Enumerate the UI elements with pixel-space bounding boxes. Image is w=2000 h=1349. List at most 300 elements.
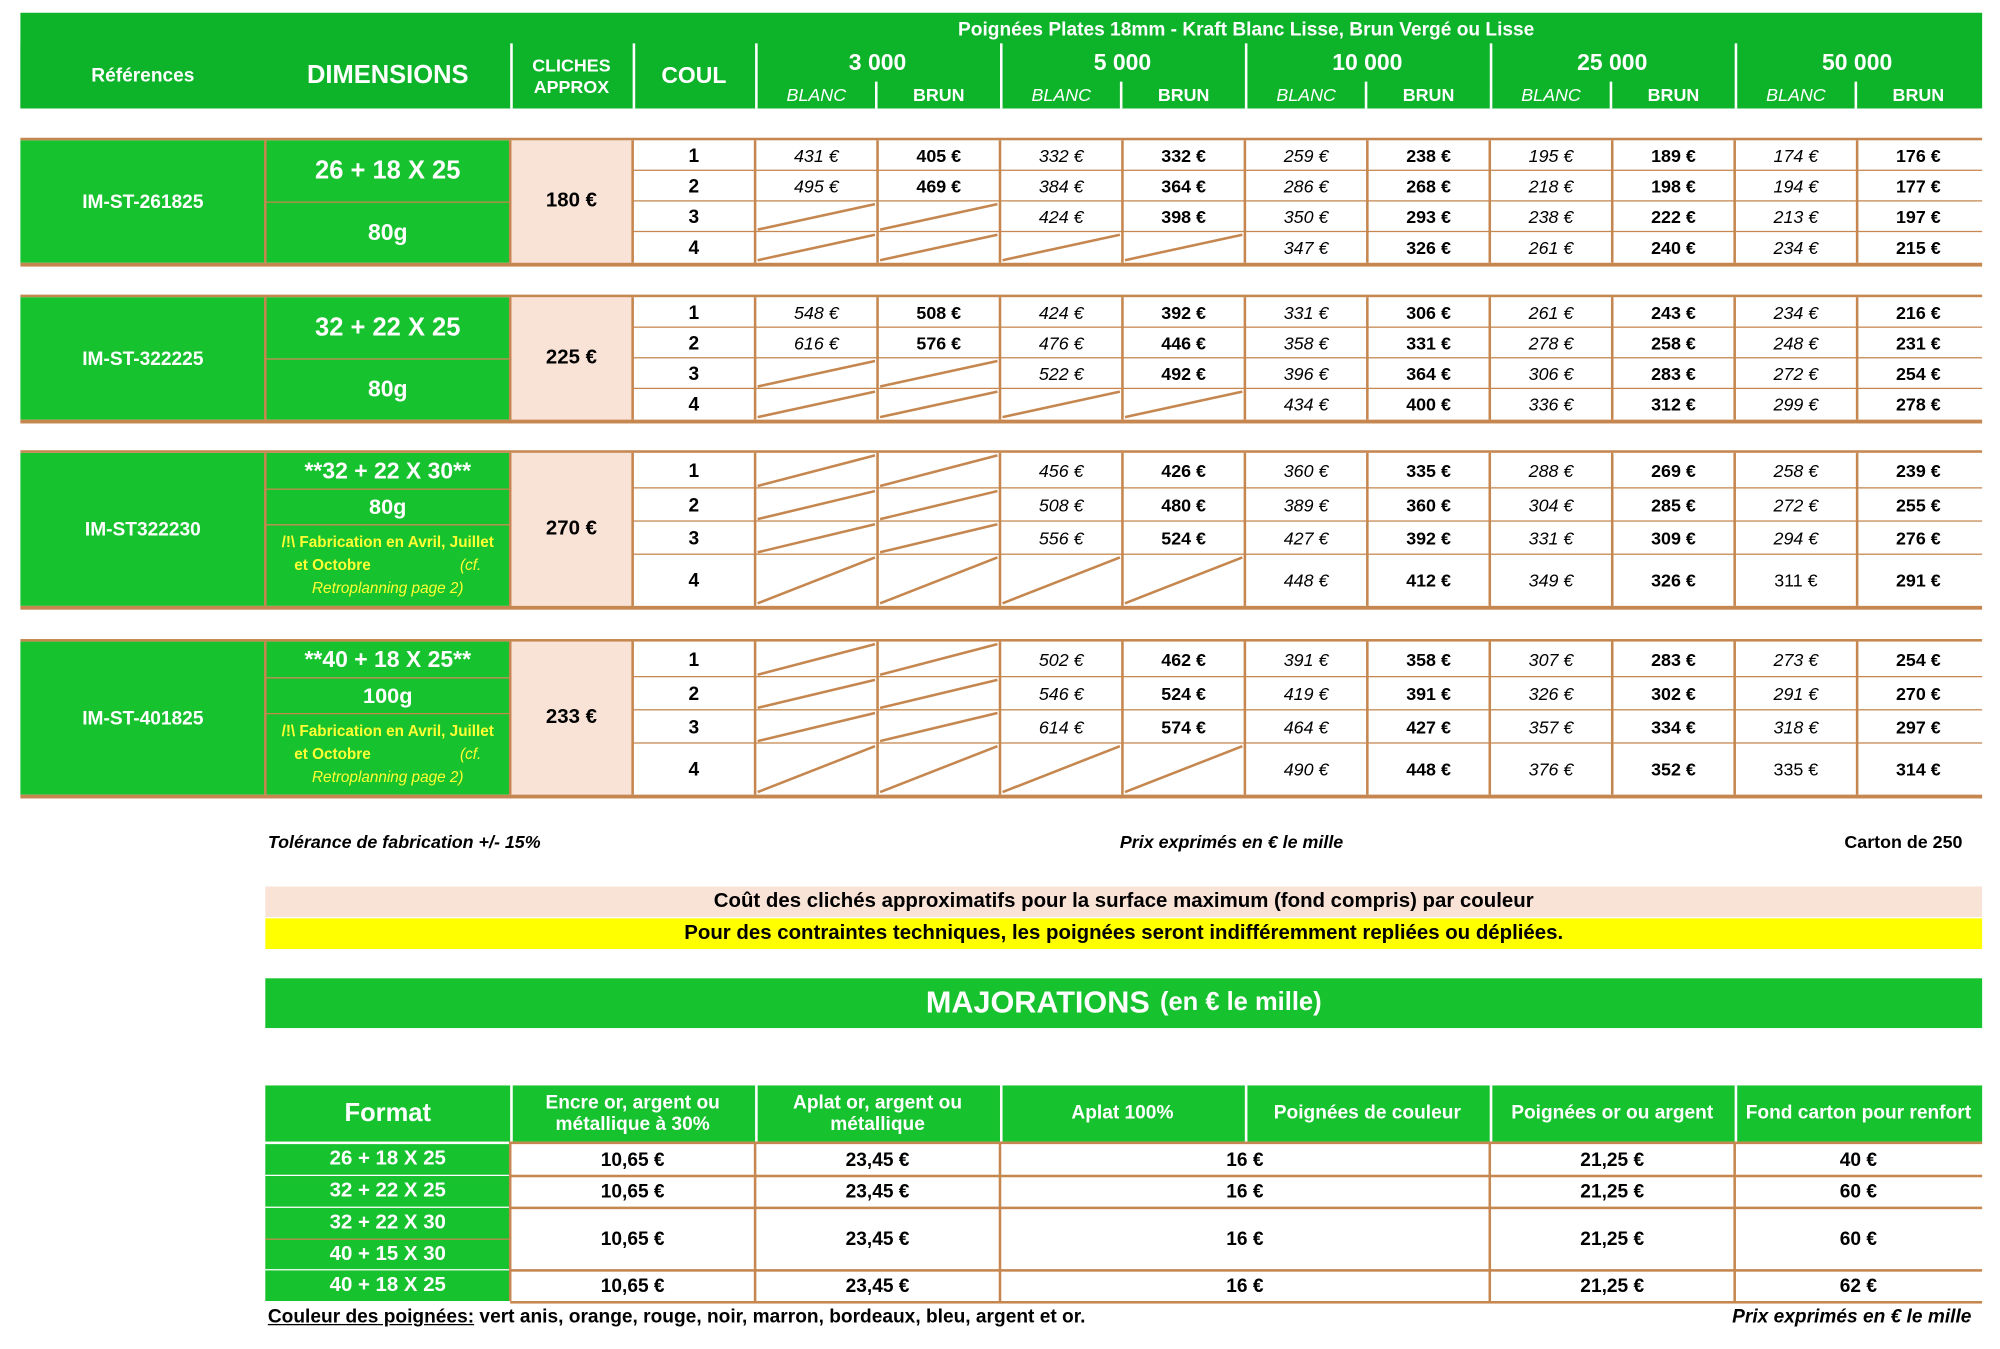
col-divider [1856, 453, 1859, 606]
price-cell: 254 € [1895, 649, 1941, 670]
footer-couleur-label: Couleur des poignées: [267, 1306, 475, 1328]
footer-prix: Prix exprimés en € le mille [1732, 1306, 1972, 1328]
coul-cell: 3 [688, 716, 700, 738]
coul-cell: 3 [688, 205, 700, 228]
maj-header-5: Poignées or ou argent [1490, 1085, 1735, 1141]
price-cell: 288 € [1528, 460, 1574, 481]
price-cell: 213 € [1773, 206, 1819, 228]
price-cell: 285 € [1651, 494, 1696, 516]
price-cell: 270 € [1895, 683, 1941, 705]
empty-slash [1122, 389, 1244, 420]
col-divider [999, 140, 1002, 262]
product-ref: IM-ST-401825 [20, 642, 265, 795]
warning-line3: Retroplanning page 2) [311, 579, 464, 597]
product-cliche: 180 € [510, 140, 632, 262]
coul-cell: 2 [688, 332, 700, 354]
empty-slash [878, 744, 1000, 795]
price-cell: 349 € [1528, 570, 1574, 591]
price-cell: 334 € [1651, 716, 1696, 738]
empty-slash [755, 710, 877, 743]
price-cell: 231 € [1895, 332, 1941, 354]
price-cell: 360 € [1406, 494, 1451, 516]
col-divider [1856, 297, 1859, 419]
header-blanc-3: BLANC [1490, 82, 1612, 109]
product-cliche: 270 € [510, 453, 632, 606]
price-cell: 405 € [916, 145, 962, 166]
maj-header-divider [755, 1085, 758, 1141]
maj-mid: 16 € [1226, 1180, 1264, 1203]
empty-slash [1000, 744, 1122, 795]
empty-slash [1000, 555, 1122, 606]
coul-cell: 2 [688, 494, 700, 516]
warning-line2a: et Octobre [294, 744, 371, 763]
maj-mid: 16 € [1226, 1148, 1264, 1171]
header-divider [1365, 82, 1368, 109]
price-cell: 502 € [1038, 649, 1084, 670]
price-cell: 278 € [1895, 394, 1941, 415]
maj-format: 32 + 22 X 25 [265, 1176, 510, 1207]
col-divider [876, 642, 879, 795]
price-cell: 240 € [1651, 237, 1696, 258]
price-cell: 426 € [1161, 460, 1207, 481]
col-divider [754, 297, 757, 419]
price-cell: 616 € [793, 332, 839, 354]
col-divider [1611, 453, 1614, 606]
price-cell: 198 € [1651, 176, 1696, 197]
price-cell: 272 € [1773, 494, 1819, 516]
maj-or: 21,25 € [1580, 1274, 1645, 1297]
empty-slash [755, 389, 877, 420]
maj-aplat: 23,45 € [845, 1227, 910, 1250]
product-cliche: 233 € [510, 642, 632, 795]
empty-slash [755, 555, 877, 606]
prix-note: Prix exprimés en € le mille [1119, 831, 1344, 853]
warning-line2b: (cf. [460, 556, 482, 574]
price-cell: 174 € [1773, 145, 1819, 166]
empty-slash [755, 677, 877, 710]
price-cell: 302 € [1651, 683, 1696, 705]
majorations-title: MAJORATIONS [925, 985, 1150, 1020]
header-divider [1490, 43, 1493, 108]
product-dimension: **40 + 18 X 25** [265, 642, 510, 678]
col-divider [1121, 297, 1124, 419]
price-cell: 492 € [1161, 363, 1207, 384]
price-cell: 392 € [1406, 528, 1451, 549]
maj-or: 21,25 € [1580, 1180, 1645, 1203]
price-cell: 358 € [1283, 332, 1329, 354]
maj-header-divider [510, 1085, 513, 1141]
price-cell: 273 € [1773, 649, 1819, 670]
header-brun-4: BRUN [1857, 82, 1979, 109]
price-cell: 309 € [1651, 528, 1696, 549]
price-cell: 556 € [1038, 528, 1084, 549]
price-cell: 314 € [1895, 758, 1941, 780]
price-cell: 358 € [1406, 649, 1451, 670]
price-cell: 297 € [1895, 716, 1941, 738]
price-cell: 448 € [1406, 758, 1451, 780]
maj-header-4: Poignées de couleur [1245, 1085, 1490, 1141]
price-cell: 389 € [1283, 494, 1329, 516]
empty-slash [878, 202, 1000, 233]
header-qty-3: 25 000 [1490, 43, 1735, 81]
price-cell: 446 € [1161, 332, 1207, 354]
price-cell: 286 € [1283, 176, 1329, 197]
col-divider [1244, 642, 1247, 795]
price-cell: 261 € [1528, 302, 1574, 323]
price-cell: 332 € [1038, 145, 1084, 166]
price-cell: 350 € [1283, 206, 1329, 228]
price-cell: 307 € [1528, 649, 1574, 670]
price-cell: 176 € [1895, 145, 1941, 166]
col-divider [631, 453, 634, 606]
price-cell: 508 € [916, 302, 962, 323]
col-divider [631, 297, 634, 419]
price-cell: 194 € [1773, 176, 1819, 197]
price-cell: 254 € [1895, 363, 1941, 384]
header-brun-0: BRUN [878, 82, 1000, 109]
empty-slash [878, 232, 1000, 263]
price-cell: 326 € [1651, 570, 1696, 591]
price-cell: 238 € [1528, 206, 1574, 228]
empty-slash [755, 202, 877, 233]
col-divider [1244, 140, 1247, 262]
product-ref: IM-ST-261825 [20, 140, 265, 262]
price-cell: 398 € [1161, 206, 1207, 228]
price-cell: 197 € [1895, 206, 1941, 228]
warning-line2b: (cf. [460, 744, 482, 763]
price-cell: 326 € [1406, 237, 1451, 258]
price-cell: 364 € [1406, 363, 1451, 384]
empty-slash [1122, 555, 1244, 606]
product-dimension: **32 + 22 X 30** [265, 453, 510, 489]
product-weight: 80g [265, 202, 510, 263]
price-cell: 318 € [1773, 716, 1819, 738]
col-divider [1121, 140, 1124, 262]
footer-couleur [268, 1306, 1086, 1328]
price-cell: 360 € [1283, 460, 1329, 481]
col-divider [1366, 297, 1369, 419]
coul-cell: 1 [688, 144, 700, 167]
price-cell: 326 € [1528, 683, 1574, 705]
coul-cell: 3 [688, 362, 700, 385]
maj-col-divider [1489, 1142, 1492, 1301]
price-cell: 335 € [1406, 460, 1451, 481]
col-divider [754, 453, 757, 606]
col-divider [1733, 453, 1736, 606]
block-bottom-border [20, 606, 1982, 610]
product-ref: IM-ST322230 [20, 453, 265, 606]
price-cell: 392 € [1161, 302, 1207, 323]
col-divider [876, 453, 879, 606]
price-cell: 424 € [1038, 302, 1084, 323]
maj-header-divider [1000, 1085, 1003, 1141]
col-divider [631, 140, 634, 262]
col-divider [1856, 140, 1859, 262]
empty-slash [755, 489, 877, 522]
product-cliche: 225 € [510, 297, 632, 419]
col-divider [754, 642, 757, 795]
empty-slash [878, 710, 1000, 743]
maj-header-1: Encre or, argent ou métallique à 30% [510, 1085, 755, 1141]
warning-line1: /!\ Fabrication en Avril, Juillet [281, 721, 494, 740]
empty-slash [878, 389, 1000, 420]
maj-encre: 10,65 € [600, 1274, 665, 1297]
price-cell: 306 € [1528, 363, 1574, 384]
contraintes-banner: Pour des contraintes techniques, les poignées seront indifféremment repliées ou dépliées. [265, 918, 1982, 949]
price-cell: 269 € [1651, 460, 1696, 481]
col-divider [1489, 642, 1492, 795]
empty-slash [755, 232, 877, 263]
header-brun-2: BRUN [1367, 82, 1489, 109]
header-cliches-line2: APPROX [533, 75, 610, 97]
col-divider [264, 642, 267, 795]
price-cell: 312 € [1651, 394, 1696, 415]
maj-encre: 10,65 € [600, 1227, 665, 1250]
price-cell: 434 € [1283, 394, 1329, 415]
price-cell: 508 € [1038, 494, 1084, 516]
col-divider [1611, 297, 1614, 419]
price-cell: 391 € [1406, 683, 1451, 705]
header-coul: COUL [633, 43, 755, 108]
product-dimension: 26 + 18 X 25 [265, 140, 510, 201]
maj-or: 21,25 € [1580, 1227, 1645, 1250]
header-blanc-1: BLANC [1000, 82, 1122, 109]
header-divider [1000, 43, 1003, 108]
price-cell: 255 € [1895, 494, 1941, 516]
maj-format: 40 + 18 X 25 [265, 1270, 510, 1301]
price-cell: 189 € [1651, 145, 1696, 166]
price-cell: 268 € [1406, 176, 1451, 197]
price-cell: 495 € [793, 176, 839, 197]
price-cell: 427 € [1406, 716, 1451, 738]
coul-cell: 1 [688, 301, 700, 324]
header-qty-4: 50 000 [1735, 43, 1980, 81]
empty-slash [755, 642, 877, 678]
col-divider [264, 297, 267, 419]
fabrication-warning [265, 713, 510, 795]
empty-slash [878, 489, 1000, 522]
maj-format: 26 + 18 X 25 [265, 1144, 510, 1175]
price-cell: 364 € [1161, 176, 1207, 197]
price-cell: 291 € [1895, 570, 1941, 591]
price-cell: 276 € [1895, 528, 1941, 549]
block-bottom-border [20, 420, 1982, 424]
coul-cell: 2 [688, 683, 700, 705]
empty-slash [878, 677, 1000, 710]
majorations-banner [265, 978, 1982, 1028]
header-title: Poignées Plates 18mm - Kraft Blanc Lisse, Brun Vergé ou Lisse [958, 18, 1535, 41]
col-divider [1733, 140, 1736, 262]
price-cell: 548 € [793, 302, 839, 323]
price-cell: 234 € [1773, 237, 1819, 258]
empty-slash [755, 744, 877, 795]
empty-slash [878, 453, 1000, 489]
maj-header-3: Aplat 100% [1000, 1085, 1245, 1141]
price-cell: 391 € [1283, 649, 1329, 670]
cliches-cost-banner: Coût des clichés approximatifs pour la surface maximum (fond compris) par couleur [265, 886, 1982, 917]
block-bottom-border [20, 263, 1982, 267]
header-divider [1855, 82, 1858, 109]
col-divider [264, 140, 267, 262]
price-cell: 272 € [1773, 363, 1819, 384]
coul-cell: 4 [688, 569, 700, 592]
price-cell: 424 € [1038, 206, 1084, 228]
maj-encre: 10,65 € [600, 1180, 665, 1203]
header-cliches-line1: CLICHES [532, 55, 611, 76]
coul-cell: 4 [688, 236, 700, 259]
col-divider [1611, 140, 1614, 262]
header-references: Références [20, 43, 265, 108]
header-divider [633, 43, 636, 108]
price-cell: 476 € [1038, 332, 1084, 354]
price-cell: 431 € [793, 145, 839, 166]
price-cell: 384 € [1038, 176, 1084, 197]
col-divider [509, 642, 512, 795]
warning-line3: Retroplanning page 2) [311, 767, 464, 786]
col-divider [999, 453, 1002, 606]
price-cell: 304 € [1528, 494, 1574, 516]
maj-or: 21,25 € [1580, 1148, 1645, 1171]
majorations-subtitle: (en € le mille) [1159, 988, 1322, 1017]
col-divider [1366, 140, 1369, 262]
price-cell: 469 € [916, 176, 962, 197]
coul-cell: 4 [688, 393, 700, 416]
col-divider [876, 297, 879, 419]
maj-header-divider [1735, 1085, 1738, 1141]
coul-cell: 3 [688, 527, 700, 550]
price-cell: 234 € [1773, 302, 1819, 323]
coul-cell: 1 [688, 648, 700, 671]
coul-cell: 2 [688, 175, 700, 198]
price-cell: 291 € [1773, 683, 1819, 705]
maj-aplat: 23,45 € [845, 1274, 910, 1297]
header-blanc-2: BLANC [1245, 82, 1367, 109]
price-cell: 216 € [1895, 302, 1941, 323]
price-cell: 357 € [1528, 716, 1574, 738]
product-weight: 100g [265, 677, 510, 713]
col-divider [1244, 453, 1247, 606]
price-cell: 311 € [1774, 570, 1818, 591]
header-brun-3: BRUN [1612, 82, 1734, 109]
header-blanc-4: BLANC [1735, 82, 1857, 109]
col-divider [754, 140, 757, 262]
price-cell: 614 € [1038, 716, 1084, 738]
coul-cell: 1 [688, 459, 700, 482]
price-cell: 464 € [1283, 716, 1329, 738]
maj-col-divider [999, 1142, 1002, 1301]
maj-col-divider [509, 1142, 512, 1301]
maj-format: 32 + 22 X 30 [265, 1208, 510, 1239]
price-cell: 238 € [1406, 145, 1451, 166]
product-dimension: 32 + 22 X 25 [265, 297, 510, 358]
price-cell: 278 € [1528, 332, 1574, 354]
price-cell: 448 € [1283, 570, 1329, 591]
price-cell: 293 € [1406, 206, 1451, 228]
col-divider [509, 140, 512, 262]
col-divider [876, 140, 879, 262]
maj-fond: 60 € [1839, 1227, 1878, 1250]
empty-slash [1122, 232, 1244, 263]
price-cell: 456 € [1038, 460, 1084, 481]
maj-row-divider [510, 1301, 1982, 1304]
header-qty-0: 3 000 [755, 43, 1000, 81]
price-cell: 480 € [1161, 494, 1207, 516]
empty-slash [878, 642, 1000, 678]
product-weight: 80g [265, 358, 510, 419]
fabrication-warning [265, 524, 510, 606]
price-cell: 412 € [1406, 570, 1451, 591]
price-cell: 258 € [1651, 332, 1696, 354]
price-cell: 218 € [1528, 176, 1574, 197]
price-cell: 239 € [1895, 460, 1941, 481]
col-divider [1244, 297, 1247, 419]
price-cell: 347 € [1283, 237, 1329, 258]
col-divider [631, 642, 634, 795]
maj-aplat: 23,45 € [845, 1148, 910, 1171]
maj-fond: 40 € [1839, 1148, 1878, 1171]
price-cell: 524 € [1161, 683, 1207, 705]
price-cell: 331 € [1406, 332, 1451, 354]
col-divider [1489, 297, 1492, 419]
price-cell: 331 € [1528, 528, 1574, 549]
col-divider [1733, 297, 1736, 419]
price-cell: 574 € [1161, 716, 1207, 738]
price-cell: 522 € [1038, 363, 1084, 384]
price-cell: 335 € [1773, 758, 1819, 780]
header-brun-1: BRUN [1122, 82, 1244, 109]
header-divider [1120, 82, 1123, 109]
header-qty-1: 5 000 [1000, 43, 1245, 81]
maj-fond: 62 € [1839, 1274, 1878, 1297]
header-cliches [510, 43, 632, 108]
header-divider [510, 43, 513, 108]
maj-header-divider [1245, 1085, 1248, 1141]
maj-encre: 10,65 € [600, 1148, 665, 1171]
empty-slash [1000, 232, 1122, 263]
price-cell: 248 € [1773, 332, 1819, 354]
product-ref: IM-ST-322225 [20, 297, 265, 419]
price-cell: 576 € [916, 332, 962, 354]
header-divider [1735, 43, 1738, 108]
maj-mid: 16 € [1226, 1274, 1264, 1297]
maj-col-divider [754, 1142, 757, 1301]
price-cell: 299 € [1773, 394, 1819, 415]
price-cell: 419 € [1283, 683, 1329, 705]
col-divider [999, 642, 1002, 795]
empty-slash [878, 522, 1000, 555]
carton-note: Carton de 250 [1844, 831, 1963, 853]
col-divider [1121, 642, 1124, 795]
col-divider [1611, 642, 1614, 795]
price-cell: 258 € [1773, 460, 1819, 481]
price-cell: 294 € [1773, 528, 1819, 549]
maj-aplat: 23,45 € [845, 1180, 910, 1203]
maj-row-divider [510, 1142, 1982, 1145]
col-divider [509, 297, 512, 419]
empty-slash [878, 358, 1000, 389]
price-cell: 177 € [1895, 176, 1941, 197]
col-divider [999, 297, 1002, 419]
warning-line1: /!\ Fabrication en Avril, Juillet [281, 533, 494, 552]
header-divider [755, 43, 758, 108]
price-cell: 283 € [1651, 363, 1696, 384]
price-cell: 261 € [1528, 237, 1574, 258]
header-divider [1245, 43, 1248, 108]
maj-mid: 16 € [1226, 1227, 1264, 1250]
price-cell: 352 € [1651, 758, 1696, 780]
price-cell: 490 € [1283, 758, 1329, 780]
coul-cell: 4 [688, 758, 700, 780]
